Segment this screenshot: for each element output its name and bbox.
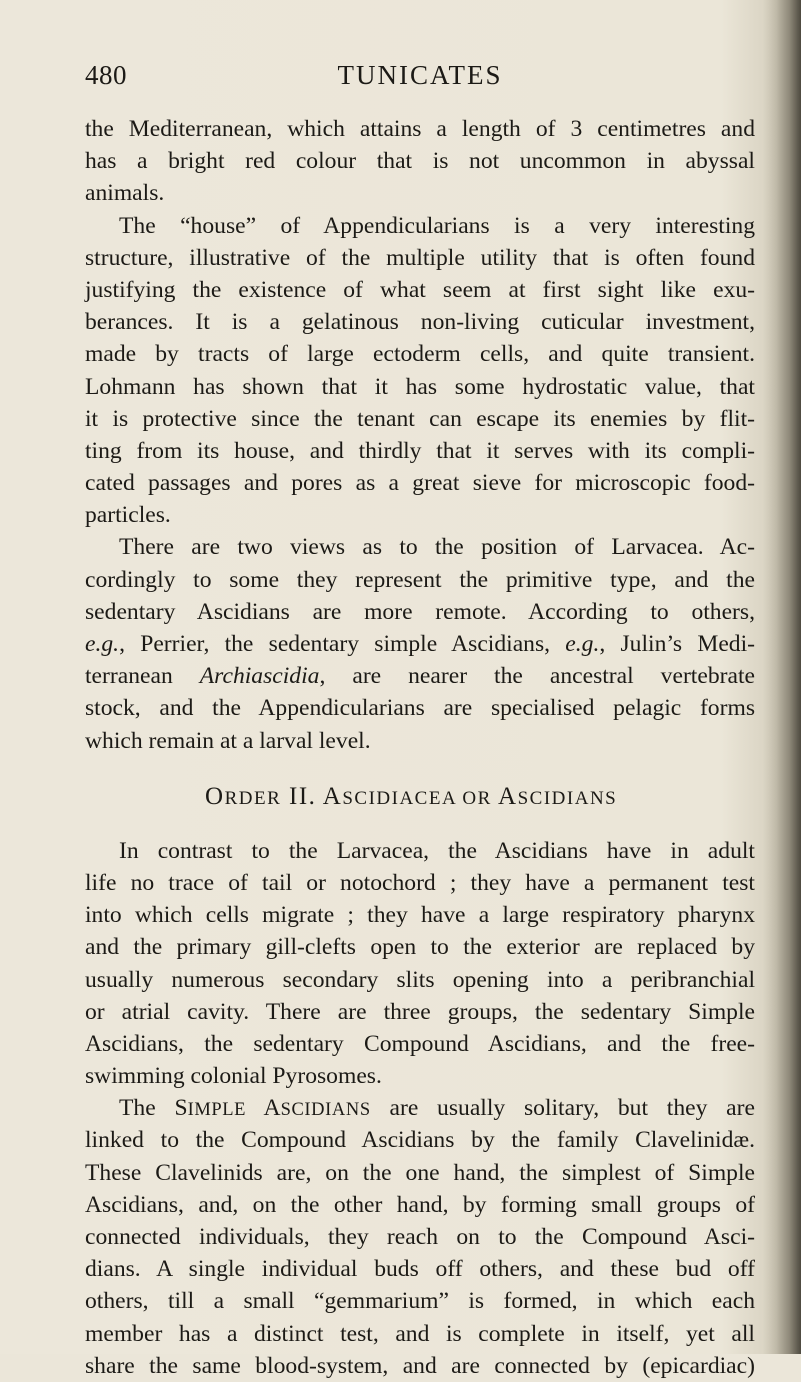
text-line: particles. — [85, 502, 171, 529]
text-line: into which cells migrate ; they have a large respiratory pharynx — [85, 902, 755, 929]
running-title: TUNICATES — [337, 60, 503, 90]
text-line: Lohmann has shown that it has some hydrostatic value, that — [85, 373, 755, 400]
body-text — [85, 113, 755, 1382]
text-line: justifying the existence of what seem at first sight like exu- — [85, 276, 755, 303]
text-run: terranean — [85, 663, 200, 690]
text-line — [85, 628, 755, 660]
page-header — [85, 60, 755, 96]
text-run: , Perrier, the sedentary simple Ascidians, — [119, 631, 566, 657]
text-line: and the primary gill-clefts open to the exterior are replaced by — [85, 934, 755, 961]
text-line: sedentary Ascidians are more remote. According to others, — [85, 598, 755, 625]
text-line: has a bright red colour that is not uncommon in abyssal — [85, 148, 755, 175]
text-line: share the same blood-system, and are connected by (epicardiac) — [85, 1352, 755, 1379]
text-line — [85, 660, 755, 692]
text-line: Ascidians, and, on the other hand, by forming small groups of — [85, 1191, 755, 1218]
text-line: others, till a small “gemmarium” is formed, in which each — [85, 1288, 755, 1315]
text-line: or atrial cavity. There are three groups, the sedentary Simple — [85, 998, 755, 1025]
text-line: cated passages and pores as a great sieve for microscopic food- — [85, 470, 755, 497]
section-heading: ORDER II. ASCIDIACEA OR ASCIDIANS — [205, 782, 618, 810]
text-line: linked to the Compound Ascidians by the family Clavelinidæ. — [85, 1127, 755, 1154]
text-line: usually numerous secondary slits opening into a peribranchial — [85, 966, 755, 993]
text-line: cordingly to some they represent the primitive type, and the — [85, 566, 755, 593]
italic-genus-name: Archiascidia — [199, 663, 320, 690]
text-line: dians. A single individual buds off others, and these bud off — [85, 1256, 755, 1283]
text-line: These Clavelinids are, on the one hand, the simplest of Simple — [85, 1159, 755, 1186]
page-number: 480 — [85, 60, 127, 90]
text-line: The “house” of Appendicularians is a very interesting — [119, 212, 755, 239]
italic-eg: e.g. — [85, 631, 120, 657]
text-line: member has a distinct test, and is complete in itself, yet all — [85, 1320, 755, 1347]
text-line: stock, and the Appendicularians are specialised pelagic forms — [85, 695, 755, 722]
text-line: animals. — [85, 180, 165, 207]
text-line: life no trace of tail or notochord ; they have a permanent test — [85, 869, 755, 896]
text-line: Ascidians, the sedentary Compound Ascidians, and the free- — [85, 1030, 755, 1057]
text-line: swimming colonial Pyrosomes. — [85, 1063, 382, 1090]
italic-eg: e.g. — [565, 631, 600, 657]
text-run: , Julin’s Medi- — [599, 631, 755, 657]
text-line: In contrast to the Larvacea, the Ascidians have in adult — [119, 837, 755, 864]
text-line: connected individuals, they reach on to the Compound Asci- — [85, 1224, 755, 1250]
text-line: made by tracts of large ectoderm cells, and quite transient. — [85, 341, 755, 368]
text-line: There are two views as to the position of Larvacea. Ac- — [119, 534, 755, 561]
text-run: , are nearer the ancestral vertebrate — [319, 663, 755, 690]
text-line: structure, illustrative of the multiple utility that is often found — [85, 244, 755, 271]
text-line: it is protective since the tenant can escape its enemies by flit- — [85, 405, 755, 432]
text-line: berances. It is a gelatinous non-living cuticular investment, — [85, 309, 755, 336]
text-line: the Mediterranean, which attains a length of 3 centimetres and — [85, 116, 755, 142]
text-line: which remain at a larval level. — [85, 727, 371, 754]
text-line: ting from its house, and thirdly that it serves with its compli- — [85, 437, 755, 464]
text-line: The SIMPLE ASCIDIANS are usually solitary, but they are — [119, 1095, 755, 1122]
page-edge-shadow — [763, 0, 801, 1354]
